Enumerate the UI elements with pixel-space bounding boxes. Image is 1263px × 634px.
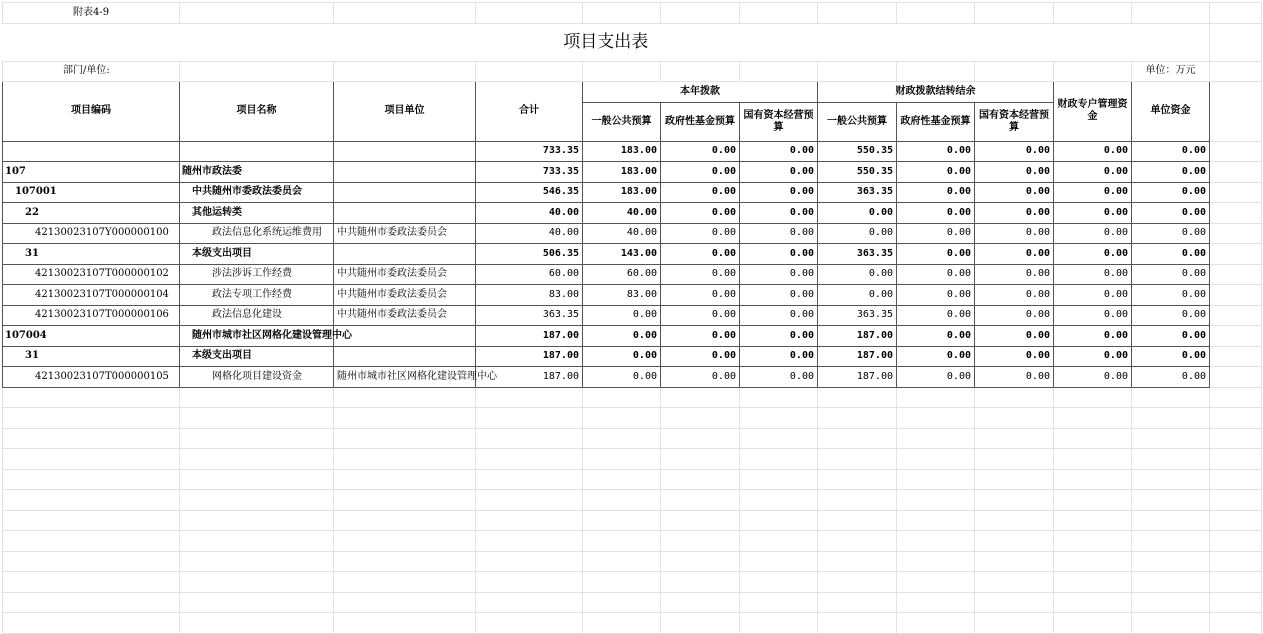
cell-amount: 0.00 bbox=[661, 182, 740, 203]
cell-amount: 0.00 bbox=[1054, 367, 1132, 388]
header-unit: 项目单位 bbox=[334, 82, 476, 142]
table-row bbox=[3, 326, 1262, 347]
cell-amount: 0.00 bbox=[583, 305, 661, 326]
cell-unit bbox=[334, 244, 476, 265]
cell-amount: 0.00 bbox=[897, 203, 975, 224]
cell-amount: 0.00 bbox=[740, 285, 818, 306]
cell-name: 中共随州市委政法委员会 bbox=[180, 182, 334, 203]
dept-label: 部门/单位: bbox=[3, 61, 180, 82]
cell-name: 网格化项目建设资金 bbox=[180, 367, 334, 388]
cell-amount: 0.00 bbox=[661, 223, 740, 244]
cell-amount: 550.35 bbox=[818, 162, 897, 183]
cell-amount: 0.00 bbox=[583, 346, 661, 367]
table-row bbox=[3, 285, 1262, 306]
cell-amount: 546.35 bbox=[476, 182, 583, 203]
cell-amount: 0.00 bbox=[897, 264, 975, 285]
table-row bbox=[3, 141, 1262, 162]
cell-amount: 0.00 bbox=[740, 305, 818, 326]
cell-amount: 0.00 bbox=[975, 285, 1054, 306]
cell-amount: 187.00 bbox=[476, 367, 583, 388]
cell-amount: 187.00 bbox=[818, 346, 897, 367]
cell-amount: 733.35 bbox=[476, 141, 583, 162]
cell-amount: 0.00 bbox=[740, 326, 818, 347]
cell-unit: 中共随州市委政法委员会 bbox=[334, 285, 476, 306]
spreadsheet bbox=[2, 2, 1262, 634]
cell-name: 本级支出项目 bbox=[180, 244, 334, 265]
header-state-2: 国有资本经营预算 bbox=[975, 102, 1054, 141]
cell-amount: 0.00 bbox=[897, 285, 975, 306]
cell-amount: 363.35 bbox=[818, 182, 897, 203]
header-fund-2: 政府性基金预算 bbox=[897, 102, 975, 141]
cell-amount: 0.00 bbox=[975, 264, 1054, 285]
cell-amount: 0.00 bbox=[975, 162, 1054, 183]
cell-amount: 0.00 bbox=[740, 141, 818, 162]
cell-amount: 183.00 bbox=[583, 182, 661, 203]
cell-amount: 0.00 bbox=[975, 346, 1054, 367]
cell-amount: 0.00 bbox=[975, 203, 1054, 224]
cell-amount: 0.00 bbox=[661, 141, 740, 162]
cell-unit bbox=[334, 203, 476, 224]
cell-amount: 0.00 bbox=[818, 264, 897, 285]
cell-amount: 0.00 bbox=[1054, 346, 1132, 367]
cell-name: 随州市政法委 bbox=[180, 162, 334, 183]
cell-amount: 0.00 bbox=[740, 367, 818, 388]
cell-amount: 0.00 bbox=[1054, 285, 1132, 306]
cell-amount: 0.00 bbox=[661, 285, 740, 306]
cell-amount: 0.00 bbox=[1054, 141, 1132, 162]
cell-code bbox=[3, 141, 180, 162]
cell-amount: 0.00 bbox=[1054, 182, 1132, 203]
cell-amount: 0.00 bbox=[897, 141, 975, 162]
cell-amount: 0.00 bbox=[897, 244, 975, 265]
table-row bbox=[3, 223, 1262, 244]
cell-amount: 83.00 bbox=[476, 285, 583, 306]
cell-name: 其他运转类 bbox=[180, 203, 334, 224]
header-state: 国有资本经营预算 bbox=[740, 102, 818, 141]
cell-name bbox=[180, 141, 334, 162]
header-own: 单位资金 bbox=[1132, 82, 1210, 142]
cell-name: 政法信息化建设 bbox=[180, 305, 334, 326]
header-general: 一般公共预算 bbox=[583, 102, 661, 141]
cell-amount: 0.00 bbox=[975, 367, 1054, 388]
cell-amount: 0.00 bbox=[975, 305, 1054, 326]
cell-amount: 0.00 bbox=[661, 244, 740, 265]
cell-amount: 0.00 bbox=[740, 203, 818, 224]
cell-amount: 187.00 bbox=[818, 326, 897, 347]
cell-code: 42130023107T000000102 bbox=[3, 264, 180, 285]
cell-amount: 363.35 bbox=[476, 305, 583, 326]
cell-amount: 0.00 bbox=[1132, 367, 1210, 388]
cell-amount: 0.00 bbox=[661, 162, 740, 183]
cell-amount: 187.00 bbox=[476, 346, 583, 367]
cell-unit bbox=[334, 326, 476, 347]
cell-unit: 中共随州市委政法委员会 bbox=[334, 305, 476, 326]
cell-amount: 0.00 bbox=[661, 346, 740, 367]
cell-unit bbox=[334, 141, 476, 162]
cell-amount: 0.00 bbox=[897, 326, 975, 347]
cell-amount: 0.00 bbox=[1054, 223, 1132, 244]
cell-amount: 0.00 bbox=[897, 223, 975, 244]
cell-amount: 550.35 bbox=[818, 141, 897, 162]
cell-amount: 0.00 bbox=[975, 244, 1054, 265]
cell-amount: 0.00 bbox=[1132, 326, 1210, 347]
cell-amount: 0.00 bbox=[897, 182, 975, 203]
cell-amount: 0.00 bbox=[740, 346, 818, 367]
cell-name: 随州市城市社区网格化建设管理中心 bbox=[180, 326, 334, 347]
header-fund: 政府性基金预算 bbox=[661, 102, 740, 141]
header-total: 合计 bbox=[476, 82, 583, 142]
cell-amount: 0.00 bbox=[1054, 244, 1132, 265]
cell-amount: 0.00 bbox=[583, 326, 661, 347]
cell-amount: 0.00 bbox=[661, 326, 740, 347]
header-name: 项目名称 bbox=[180, 82, 334, 142]
cell-name: 政法专项工作经费 bbox=[180, 285, 334, 306]
cell-unit: 随州市城市社区网格化建设管理中心 bbox=[334, 367, 476, 388]
cell-amount: 0.00 bbox=[897, 346, 975, 367]
cell-amount: 0.00 bbox=[1054, 203, 1132, 224]
cell-amount: 0.00 bbox=[661, 305, 740, 326]
cell-amount: 0.00 bbox=[740, 182, 818, 203]
cell-amount: 0.00 bbox=[740, 264, 818, 285]
cell-amount: 0.00 bbox=[1132, 141, 1210, 162]
cell-amount: 0.00 bbox=[1132, 182, 1210, 203]
table-row bbox=[3, 367, 1262, 388]
cell-amount: 187.00 bbox=[818, 367, 897, 388]
cell-amount: 0.00 bbox=[661, 203, 740, 224]
cell-unit bbox=[334, 182, 476, 203]
cell-unit: 中共随州市委政法委员会 bbox=[334, 264, 476, 285]
cell-amount: 187.00 bbox=[476, 326, 583, 347]
cell-amount: 0.00 bbox=[975, 326, 1054, 347]
cell-amount: 0.00 bbox=[1132, 223, 1210, 244]
cell-amount: 0.00 bbox=[897, 162, 975, 183]
cell-code: 42130023107T000000105 bbox=[3, 367, 180, 388]
cell-amount: 0.00 bbox=[818, 285, 897, 306]
cell-amount: 0.00 bbox=[1132, 162, 1210, 183]
cell-amount: 0.00 bbox=[661, 264, 740, 285]
expenditure-table bbox=[2, 2, 1262, 634]
cell-unit bbox=[334, 162, 476, 183]
cell-code: 31 bbox=[3, 244, 180, 265]
table-row bbox=[3, 346, 1262, 367]
cell-amount: 0.00 bbox=[1132, 305, 1210, 326]
cell-amount: 0.00 bbox=[818, 203, 897, 224]
cell-code: 42130023107T000000104 bbox=[3, 285, 180, 306]
cell-amount: 0.00 bbox=[583, 367, 661, 388]
header-special: 财政专户管理资金 bbox=[1054, 82, 1132, 142]
cell-amount: 733.35 bbox=[476, 162, 583, 183]
cell-unit: 中共随州市委政法委员会 bbox=[334, 223, 476, 244]
cell-amount: 0.00 bbox=[740, 244, 818, 265]
cell-amount: 363.35 bbox=[818, 244, 897, 265]
cell-name: 政法信息化系统运维费用 bbox=[180, 223, 334, 244]
cell-amount: 0.00 bbox=[975, 182, 1054, 203]
table-row bbox=[3, 203, 1262, 224]
table-row bbox=[3, 182, 1262, 203]
header-group-carryover: 财政拨款结转结余 bbox=[818, 82, 1054, 103]
cell-amount: 0.00 bbox=[897, 367, 975, 388]
cell-name: 涉法涉诉工作经费 bbox=[180, 264, 334, 285]
cell-amount: 0.00 bbox=[661, 367, 740, 388]
cell-amount: 40.00 bbox=[476, 203, 583, 224]
cell-code: 22 bbox=[3, 203, 180, 224]
header-code: 项目编码 bbox=[3, 82, 180, 142]
cell-code: 107004 bbox=[3, 326, 180, 347]
cell-amount: 0.00 bbox=[975, 223, 1054, 244]
cell-amount: 363.35 bbox=[818, 305, 897, 326]
header-group-current: 本年拨款 bbox=[583, 82, 818, 103]
cell-amount: 0.00 bbox=[897, 305, 975, 326]
cell-amount: 0.00 bbox=[1132, 346, 1210, 367]
cell-amount: 40.00 bbox=[476, 223, 583, 244]
cell-code: 42130023107T000000106 bbox=[3, 305, 180, 326]
cell-amount: 40.00 bbox=[583, 203, 661, 224]
cell-amount: 83.00 bbox=[583, 285, 661, 306]
cell-amount: 0.00 bbox=[1132, 285, 1210, 306]
cell-amount: 0.00 bbox=[1132, 203, 1210, 224]
table-row bbox=[3, 264, 1262, 285]
cell-code: 42130023107Y000000100 bbox=[3, 223, 180, 244]
cell-amount: 506.35 bbox=[476, 244, 583, 265]
attachment-ref: 附表4-9 bbox=[3, 3, 180, 24]
cell-code: 107001 bbox=[3, 182, 180, 203]
cell-amount: 0.00 bbox=[1132, 244, 1210, 265]
cell-amount: 143.00 bbox=[583, 244, 661, 265]
table-row bbox=[3, 244, 1262, 265]
cell-amount: 0.00 bbox=[818, 223, 897, 244]
table-row bbox=[3, 162, 1262, 183]
cell-amount: 0.00 bbox=[1132, 264, 1210, 285]
cell-amount: 0.00 bbox=[740, 162, 818, 183]
cell-amount: 0.00 bbox=[740, 223, 818, 244]
cell-amount: 60.00 bbox=[476, 264, 583, 285]
cell-amount: 0.00 bbox=[1054, 264, 1132, 285]
cell-unit bbox=[334, 346, 476, 367]
cell-amount: 183.00 bbox=[583, 141, 661, 162]
cell-amount: 0.00 bbox=[1054, 162, 1132, 183]
unit-label: 单位：万元 bbox=[1132, 61, 1210, 82]
cell-name: 本级支出项目 bbox=[180, 346, 334, 367]
page-title: 项目支出表 bbox=[3, 23, 1210, 61]
cell-amount: 0.00 bbox=[975, 141, 1054, 162]
cell-amount: 60.00 bbox=[583, 264, 661, 285]
cell-amount: 40.00 bbox=[583, 223, 661, 244]
cell-amount: 183.00 bbox=[583, 162, 661, 183]
table-row bbox=[3, 305, 1262, 326]
cell-amount: 0.00 bbox=[1054, 326, 1132, 347]
cell-code: 107 bbox=[3, 162, 180, 183]
cell-code: 31 bbox=[3, 346, 180, 367]
cell-amount: 0.00 bbox=[1054, 305, 1132, 326]
header-general-2: 一般公共预算 bbox=[818, 102, 897, 141]
